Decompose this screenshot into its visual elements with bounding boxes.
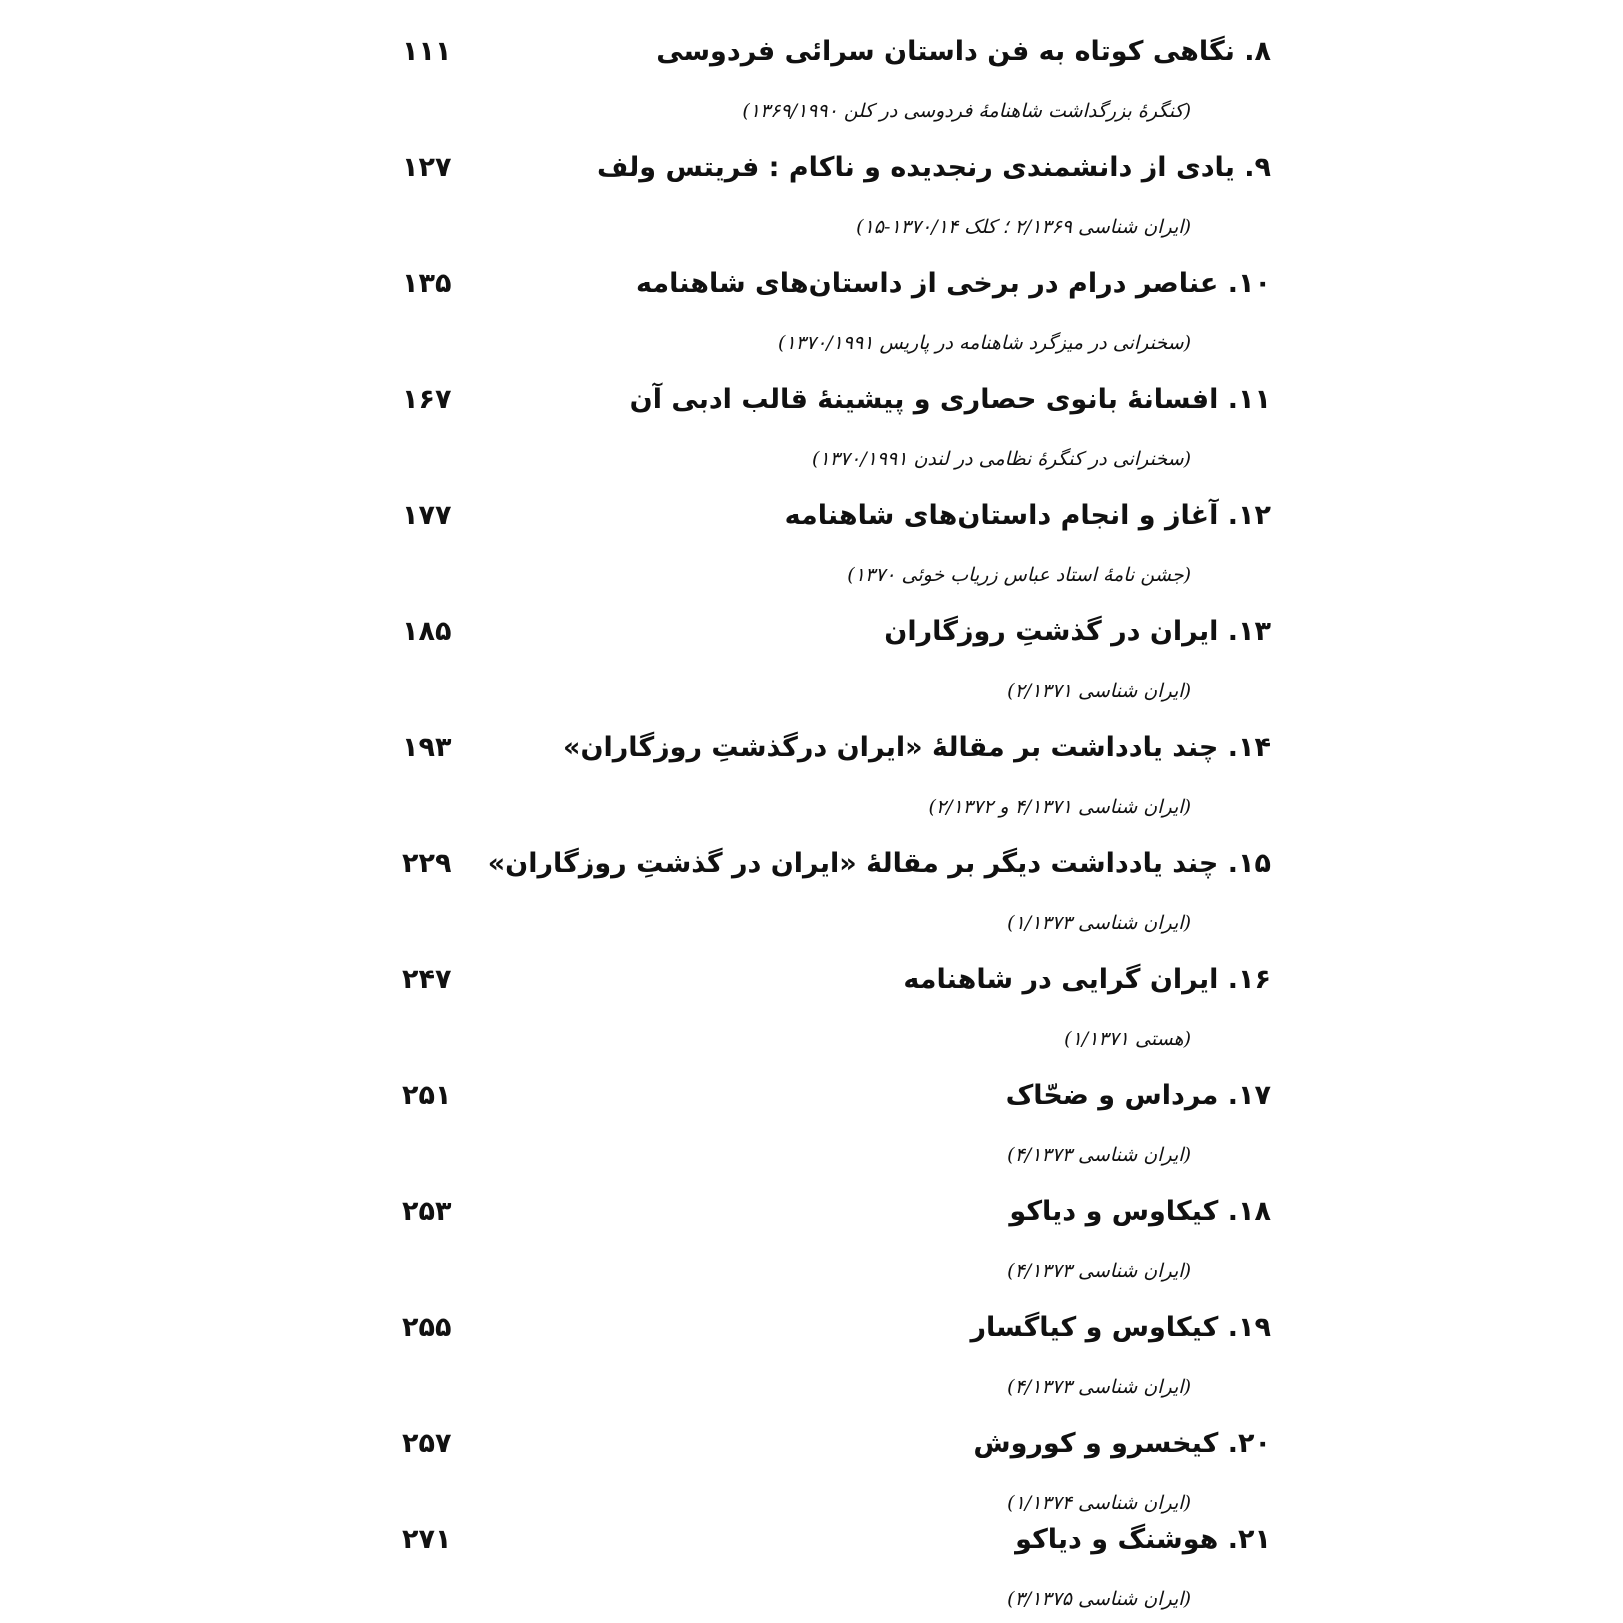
entry-source: (کنگرهٔ بزرگداشت شاهنامهٔ فردوسی در کلن ۱۳۶۹/۱۹۹۰) xyxy=(742,100,1191,122)
entry-source: (جشن نامهٔ استاد عباس زریاب خوئی ۱۳۷۰) xyxy=(847,564,1191,586)
entry-title xyxy=(491,960,1271,1000)
entry-source: (ایران شناسی ۱/۱۳۷۴) xyxy=(1007,1492,1191,1514)
entry-title xyxy=(491,264,1271,304)
entry-title xyxy=(491,380,1271,420)
entry-number: ۱۴. xyxy=(1227,732,1271,763)
entry-source: (ایران شناسی ۴/۱۳۷۳) xyxy=(1007,1144,1191,1166)
entry-title-text: افسانهٔ بانوی حصاری و پیشینهٔ قالب ادبی آن xyxy=(629,384,1219,415)
toc-entry xyxy=(0,14,1623,130)
entry-page-number: ۲۵۳ xyxy=(402,1196,452,1227)
entry-source: (سخنرانی در میزگرد شاهنامه در پاریس ۱۳۷۰/۱۹۹۱) xyxy=(778,332,1191,354)
entry-page-number: ۱۳۵ xyxy=(402,268,452,299)
entry-number: ۱۹. xyxy=(1227,1312,1271,1343)
entry-source: (ایران شناسی ۱/۱۳۷۳) xyxy=(1007,912,1191,934)
entry-title xyxy=(487,844,1271,884)
entry-page-number: ۱۸۵ xyxy=(402,616,452,647)
entry-title xyxy=(491,32,1271,72)
entry-number: ۱۰. xyxy=(1227,268,1271,299)
entry-number: ۲۱. xyxy=(1227,1524,1271,1555)
entry-title-text: چند یادداشت دیگر بر مقالهٔ «ایران در گذشتِ روزگاران» xyxy=(487,848,1219,879)
entry-number: ۸. xyxy=(1244,36,1271,67)
entry-page-number: ۲۵۱ xyxy=(402,1080,452,1111)
entry-title-text: عناصر درام در برخی از داستان‌های شاهنامه xyxy=(635,268,1219,299)
entry-page-number: ۲۷۱ xyxy=(402,1524,452,1555)
entry-source: (ایران شناسی ۴/۱۳۷۱ و ۲/۱۳۷۲) xyxy=(928,796,1191,818)
entry-title-text: نگاهی کوتاه به فن داستان سرائی فردوسی xyxy=(656,36,1235,67)
entry-title xyxy=(491,1308,1271,1348)
entry-title-text: کیخسرو و کوروش xyxy=(973,1428,1219,1459)
entry-title xyxy=(491,1076,1271,1116)
entry-title xyxy=(491,1520,1271,1560)
entry-page-number: ۱۷۷ xyxy=(402,500,452,531)
toc-entry xyxy=(0,1058,1623,1174)
entry-title-text: یادی از دانشمندی رنجدیده و ناکام : فریتس ولف xyxy=(597,152,1235,183)
toc-entry xyxy=(0,1502,1623,1618)
entry-title-text: آغاز و انجام داستان‌های شاهنامه xyxy=(784,500,1219,531)
entry-number: ۱۸. xyxy=(1227,1196,1271,1227)
toc-entry xyxy=(0,710,1623,826)
entry-source: (هستی ۱/۱۳۷۱) xyxy=(1064,1028,1191,1050)
entry-page-number: ۱۱۱ xyxy=(402,36,452,67)
toc-entry xyxy=(0,826,1623,942)
entry-title-text: ایران گرایی در شاهنامه xyxy=(903,964,1219,995)
entry-number: ۱۱. xyxy=(1227,384,1271,415)
toc-entry xyxy=(0,942,1623,1058)
toc-entry xyxy=(0,478,1623,594)
entry-title-text: مرداس و ضحّاک xyxy=(1005,1080,1219,1111)
entry-title-text: هوشنگ و دیاکو xyxy=(1015,1524,1219,1555)
toc-entry xyxy=(0,130,1623,246)
entry-number: ۲۰. xyxy=(1227,1428,1271,1459)
entry-page-number: ۱۹۳ xyxy=(402,732,452,763)
entry-number: ۹. xyxy=(1244,152,1271,183)
toc-entry xyxy=(0,1174,1623,1290)
entry-source: (ایران شناسی ۳/۱۳۷۵) xyxy=(1007,1588,1191,1610)
entry-page-number: ۲۴۷ xyxy=(402,964,452,995)
entry-number: ۱۷. xyxy=(1227,1080,1271,1111)
entry-title-text: کیکاوس و دیاکو xyxy=(1009,1196,1219,1227)
toc-entry xyxy=(0,362,1623,478)
entry-page-number: ۲۵۵ xyxy=(402,1312,452,1343)
entry-number: ۱۶. xyxy=(1227,964,1271,995)
entry-page-number: ۱۲۷ xyxy=(402,152,452,183)
entry-source: (سخنرانی در کنگرهٔ نظامی در لندن ۱۳۷۰/۱۹۹۱) xyxy=(811,448,1191,470)
toc-entry xyxy=(0,246,1623,362)
entry-source: (ایران شناسی ۴/۱۳۷۳) xyxy=(1007,1260,1191,1282)
entry-title-text: کیکاوس و کیاگسار xyxy=(970,1312,1219,1343)
entry-number: ۱۲. xyxy=(1227,500,1271,531)
entry-title xyxy=(491,148,1271,188)
entry-title xyxy=(491,728,1271,768)
entry-source: (ایران شناسی ۴/۱۳۷۳) xyxy=(1007,1376,1191,1398)
entry-title xyxy=(491,1192,1271,1232)
entry-title xyxy=(491,1424,1271,1464)
toc-entry xyxy=(0,1290,1623,1406)
entry-title-text: چند یادداشت بر مقالهٔ «ایران درگذشتِ روزگاران» xyxy=(563,732,1219,763)
entry-page-number: ۲۲۹ xyxy=(402,848,452,879)
entry-title xyxy=(491,496,1271,536)
entry-title xyxy=(491,612,1271,652)
entry-number: ۱۳. xyxy=(1227,616,1271,647)
entry-title-text: ایران در گذشتِ روزگاران xyxy=(884,616,1219,647)
entry-page-number: ۱۶۷ xyxy=(402,384,452,415)
entry-number: ۱۵. xyxy=(1227,848,1271,879)
entry-source: (ایران شناسی ۲/۱۳۷۱) xyxy=(1007,680,1191,702)
toc-entry xyxy=(0,594,1623,710)
entry-page-number: ۲۵۷ xyxy=(402,1428,452,1459)
entry-source: (ایران شناسی ۲/۱۳۶۹ ؛ کلک ۱۳۷۰/۱۴-۱۵) xyxy=(856,216,1191,238)
